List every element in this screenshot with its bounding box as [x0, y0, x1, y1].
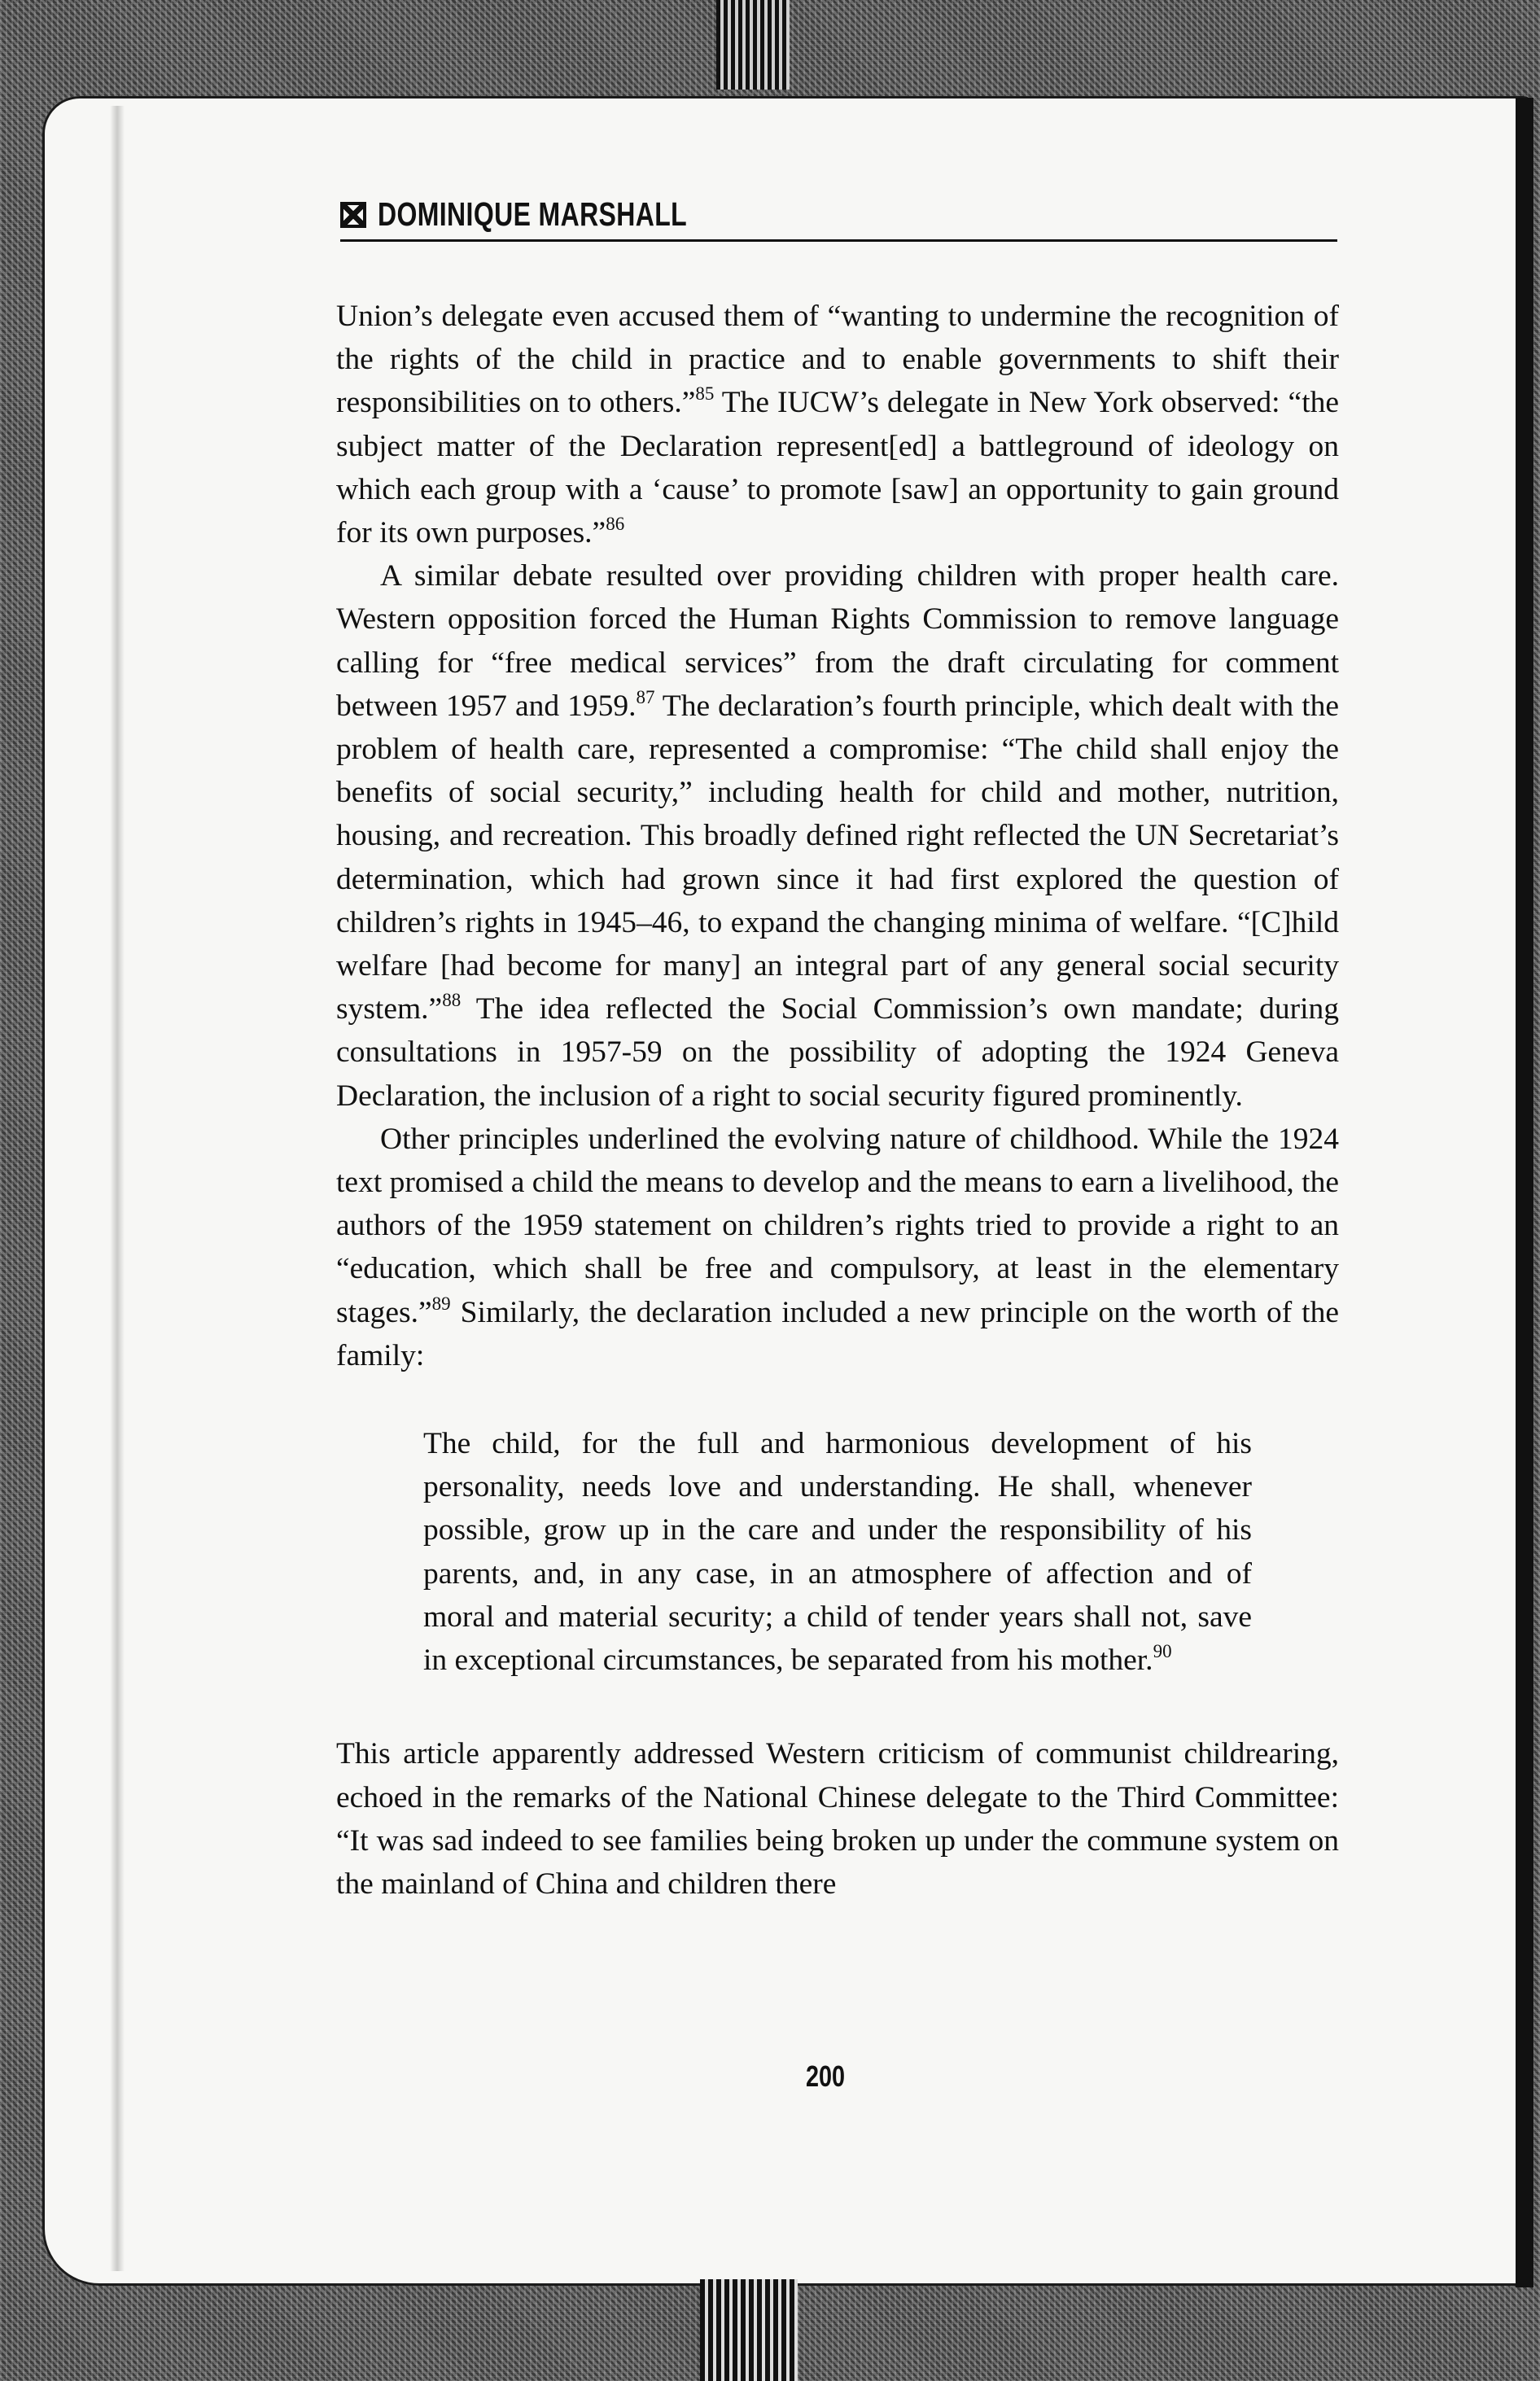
text-run: A similar debate resulted over providing children with proper health care. Western opposition forced the Human Rights Commission to remove language calling for “free medical services” from the draft circulating for comment between 1957 and 1959. — [336, 559, 1339, 723]
paragraph-3 — [336, 1118, 1339, 1377]
page-number: 200 — [806, 2059, 846, 2093]
text-run: The idea reflected the Social Commission’s own mandate; during consultations in 1957-59 on the possibility of adopting the 1924 Geneva Declaration, the inclusion of a right to social security figured prominently. — [336, 992, 1339, 1113]
text-run: Other principles underlined the evolving nature of childhood. While the 1924 text promised a child the means to develop and the means to earn a livelihood, the authors of the 1959 statement on children’s rights tried to provide a right to an “education, which shall be free and compulsory, at least in the elementary stages.” — [336, 1122, 1339, 1329]
footnote-marker: 85 — [695, 383, 715, 405]
paragraph-4 — [336, 1732, 1339, 1906]
body-text — [336, 295, 1339, 1906]
footnote-marker: 88 — [442, 990, 462, 1011]
text-run: The IUCW’s delegate in New York observed: “the subject matter of the Declaration represent[ed] a battleground of ideology on which each group with a ‘cause’ to promote [saw] an opportunity to gain ground for its own purposes.” — [336, 386, 1340, 550]
paragraph-1 — [336, 295, 1339, 554]
footnote-marker: 90 — [1153, 1641, 1172, 1662]
footnote-marker: 86 — [606, 514, 625, 535]
text-run: The declaration’s fourth principle, which dealt with the problem of health care, represented a compromise: “The child shall enjoy the benefits of social security,” including health for child and mother, nutrition, housing, and recreation. This broadly defined right reflected the UN Secretariat’s determination, which had grown since it had first explored the question of children’s rights in 1945–46, to expand the changing minima of welfare. “[C]hild welfare [had become for many] an integral part of any general social security system.” — [336, 689, 1340, 1026]
ornament-icon — [340, 202, 366, 228]
binding-shadow-bottom — [700, 2279, 798, 2381]
header-rule — [340, 239, 1337, 242]
footnote-marker: 89 — [431, 1293, 451, 1314]
running-header-author: DOMINIQUE MARSHALL — [378, 195, 688, 233]
text-run: This article apparently addressed Western criticism of communist childrearing, echoed in the remarks of the National Chinese delegate to the Third Committee: “It was sad indeed to see families being broken up under the commune system on the mainland of China and children there — [336, 1737, 1339, 1901]
page-edge — [1516, 98, 1533, 2287]
text-run: Similarly, the declaration included a new principle on the worth of the family: — [336, 1295, 1339, 1372]
block-quote — [423, 1422, 1252, 1682]
page-gutter-shadow — [110, 106, 125, 2271]
paragraph-2 — [336, 554, 1339, 1118]
binding-shadow-top — [716, 0, 790, 90]
text-run: Union’s delegate even accused them of “wanting to undermine the recognition of the rights of the child in practice and to enable governments to shift their responsibilities on to others.” — [336, 300, 1339, 420]
running-header — [340, 195, 1337, 244]
text-run: The child, for the full and harmonious development of his personality, needs love and understanding. He shall, whenever possible, grow up in the care and under the responsibility of his parents, and, in any case, in an atmosphere of affection and of moral and material security; a child of tender years shall not, save in exceptional circumstances, be separated from his mother. — [423, 1427, 1252, 1678]
footnote-marker: 87 — [636, 686, 655, 707]
